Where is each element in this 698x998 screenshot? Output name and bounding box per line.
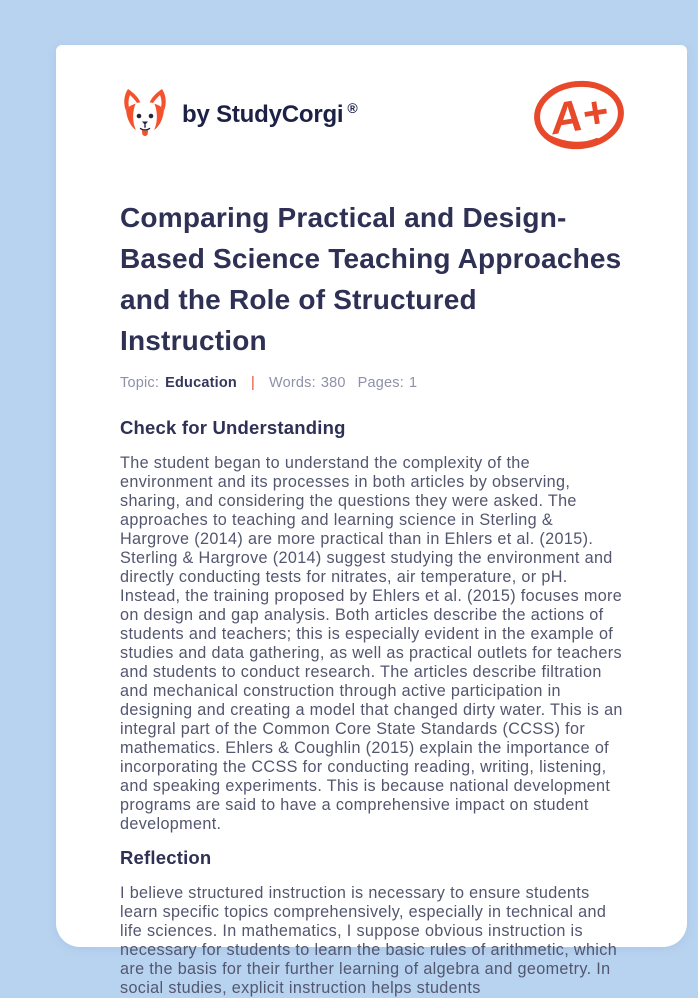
meta-separator: | xyxy=(250,375,255,391)
topic-label: Topic: xyxy=(120,375,160,391)
header xyxy=(120,73,627,157)
studycorgi-logo[interactable] xyxy=(120,89,358,141)
logo-text: by StudyCorgi xyxy=(182,101,344,128)
document-card xyxy=(56,45,687,997)
section-body-reflection: I believe structured instruction is necessary to ensure students learn specific topics comprehensively, especially in technical and life sciences. In mathematics, I suppose obvious instruction is necessary for students to learn the basic rules of arithmetic, which are the basis for their further learning of algebra and geometry. In social studies, explicit instruction helps students xyxy=(120,884,618,997)
section-heading-reflection: Reflection xyxy=(120,847,212,868)
logo-wordmark xyxy=(182,101,358,129)
section-heading-check-for-understanding: Check for Understanding xyxy=(120,417,346,438)
pages-value: 1 xyxy=(408,375,418,391)
section-body-check-for-understanding: The student began to understand the complexity of the environment and its processes in both articles by observing, sharing, and considering the questions they were asked. The approaches to teaching and learning science in Sterling & Hargrove (2014) are more practical than in Ehlers et al. (2015). Sterling & Hargrove (2014) suggest studying the environment and directly conducting tests for nitrates, air temperature, or pH. Instead, the training proposed by Ehlers et al. (2015) focuses more on design and gap analysis. Both articles describe the actions of students and teachers; this is especially evident in the example of studies and data gathering, as well as practical outlets for teachers and students to conduct research. The articles describe filtration and mechanical construction through active participation in designing and creating a model that changed dirty water. This is an integral part of the Common Core State Standards (CCSS) for mathematics. Ehlers & Coughlin (2015) explain the importance of incorporating the CCSS for conducting reading, writing, listening, and speaking experiments. This is because national development programs are said to have a comprehensive impact on student development. xyxy=(120,454,623,833)
corgi-icon xyxy=(120,89,170,141)
grade-badge-label: A+ xyxy=(546,86,612,145)
pages-label: Pages: xyxy=(357,375,404,391)
registered-trademark-symbol: ® xyxy=(347,100,358,116)
document-content xyxy=(56,45,687,998)
article-meta xyxy=(120,375,627,391)
page-title: Comparing Practical and Design-Based Science Teaching Approaches and the Role of Structured Instruction xyxy=(120,202,622,356)
topic-link[interactable]: Education xyxy=(165,375,237,391)
words-label: Words: xyxy=(268,375,316,391)
a-plus-badge-icon xyxy=(531,75,627,155)
words-value: 380 xyxy=(320,375,346,391)
